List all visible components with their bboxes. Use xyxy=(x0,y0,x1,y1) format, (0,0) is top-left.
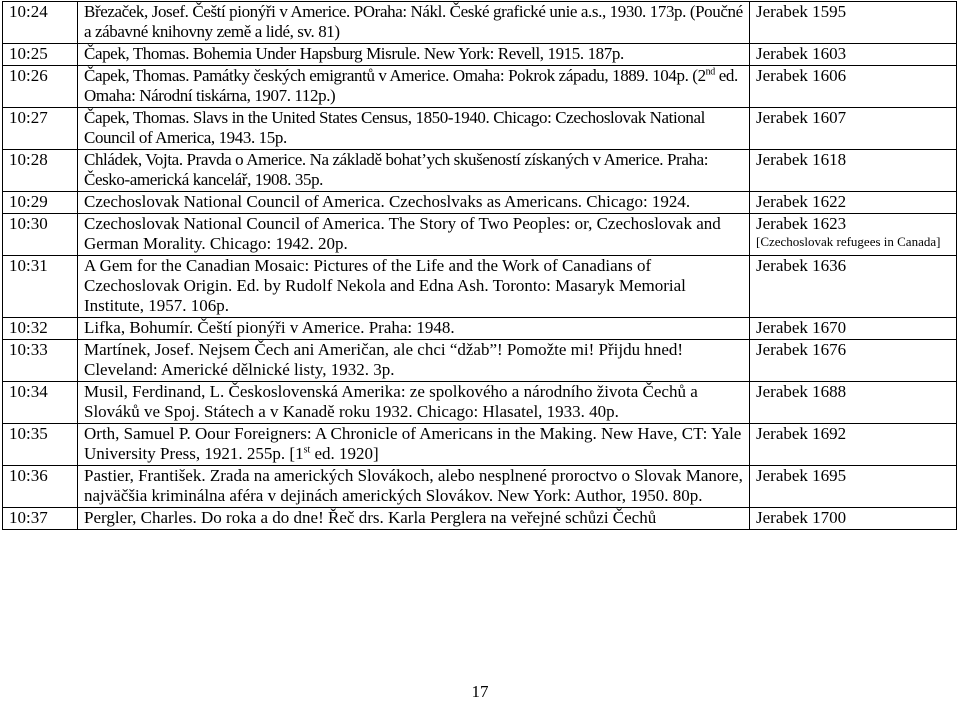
entry-call-number: Jerabek 1636 xyxy=(750,256,957,318)
entry-id: 10:37 xyxy=(3,508,78,530)
entry-id: 10:30 xyxy=(3,214,78,256)
call-number-note: [Czechoslovak refugees in Canada] xyxy=(756,234,941,249)
entry-description: Musil, Ferdinand, L. Československá Amerika: ze spolkového a národního života Čechů a Slováků ve Spoj. Státech a v Kanadě roku 1932. Chicago: Hlasatel, 1933. 40p. xyxy=(78,382,750,424)
table-row xyxy=(3,466,957,508)
entry-description: Pergler, Charles. Do roka a do dne! Řeč drs. Karla Perglera na veřejné schůzi Čechů xyxy=(78,508,750,530)
entry-call-number: Jerabek 1607 xyxy=(750,108,957,150)
entry-description: Czechoslovak National Council of America. The Story of Two Peoples: or, Czechoslovak and German Morality. Chicago: 1942. 20p. xyxy=(78,214,750,256)
entry-call-number: Jerabek 1692 xyxy=(750,424,957,466)
page-number: 17 xyxy=(471,682,489,701)
entry-description: Czechoslovak National Council of America. Czechoslvaks as Americans. Chicago: 1924. xyxy=(78,192,750,214)
entry-id: 10:35 xyxy=(3,424,78,466)
entry-id: 10:34 xyxy=(3,382,78,424)
entry-call-number: Jerabek 1618 xyxy=(750,150,957,192)
entry-call-number: Jerabek 1670 xyxy=(750,318,957,340)
table-row xyxy=(3,340,957,382)
entry-call-number xyxy=(750,214,957,256)
description-text: Orth, Samuel P. Oour Foreigners: A Chronicle of Americans in the Making. New Have, CT: Yale University Press, 1921. 255p. [1 xyxy=(84,424,742,463)
entry-description: Chládek, Vojta. Pravda o Americe. Na základě bohat’ych skušeností získaných v Americe. Praha: Česko-americká kancelář, 1908. 35p. xyxy=(78,150,750,192)
entry-id: 10:28 xyxy=(3,150,78,192)
entry-call-number: Jerabek 1595 xyxy=(750,2,957,44)
entry-call-number: Jerabek 1603 xyxy=(750,44,957,66)
table-row xyxy=(3,256,957,318)
table-row xyxy=(3,382,957,424)
table-row xyxy=(3,108,957,150)
edition-superscript: st xyxy=(303,444,311,456)
table-row xyxy=(3,2,957,44)
entry-id: 10:36 xyxy=(3,466,78,508)
table-row xyxy=(3,66,957,108)
entry-description xyxy=(78,66,750,108)
entry-id: 10:25 xyxy=(3,44,78,66)
entry-description: Pastier, František. Zrada na amerických Slovákoch, alebo nesplnené proroctvo o Slovak Manore, najväčšia kriminálna aféra v dejinách amerických Slovákov. New York: Author, 1950. 80p. xyxy=(78,466,750,508)
description-text: ed. 1920] xyxy=(310,444,379,463)
entry-id: 10:32 xyxy=(3,318,78,340)
table-row xyxy=(3,214,957,256)
entry-call-number: Jerabek 1676 xyxy=(750,340,957,382)
edition-superscript: nd xyxy=(705,66,715,78)
entry-call-number: Jerabek 1688 xyxy=(750,382,957,424)
entry-description xyxy=(78,424,750,466)
entry-call-number: Jerabek 1622 xyxy=(750,192,957,214)
entry-description: Čapek, Thomas. Slavs in the United States Census, 1850-1940. Chicago: Czechoslovak National Council of America, 1943. 15p. xyxy=(78,108,750,150)
description-text: ed. Omaha: Národní tiskárna, 1907. 112p.) xyxy=(84,66,738,105)
entry-call-number: Jerabek 1606 xyxy=(750,66,957,108)
entry-description: Martínek, Josef. Nejsem Čech ani Američan, ale chci “džab”! Pomožte mi! Přijdu hned! Cleveland: Americké dělnické listy, 1932. 3p. xyxy=(78,340,750,382)
call-number-text: Jerabek 1623 xyxy=(756,214,847,233)
entry-call-number: Jerabek 1695 xyxy=(750,466,957,508)
entry-id: 10:33 xyxy=(3,340,78,382)
table-row xyxy=(3,318,957,340)
entry-id: 10:26 xyxy=(3,66,78,108)
table-row xyxy=(3,150,957,192)
entry-description: Čapek, Thomas. Bohemia Under Hapsburg Misrule. New York: Revell, 1915. 187p. xyxy=(78,44,750,66)
table-row xyxy=(3,508,957,530)
entry-id: 10:24 xyxy=(3,2,78,44)
table-row xyxy=(3,424,957,466)
entry-description: Lifka, Bohumír. Čeští pionýři v Americe. Praha: 1948. xyxy=(78,318,750,340)
entry-description: A Gem for the Canadian Mosaic: Pictures of the Life and the Work of Canadians of Czechoslovak Origin. Ed. by Rudolf Nekola and Edna Ash. Toronto: Masaryk Memorial Institute, 1957. 106p. xyxy=(78,256,750,318)
description-text: Čapek, Thomas. Památky českých emigrantů v Americe. Omaha: Pokrok západu, 1889. 104p. (2 xyxy=(84,66,706,85)
entry-description: Březaček, Josef. Čeští pionýři v Americe. POraha: Nákl. České grafické unie a.s., 1930. 173p. (Poučné a zábavné knihovny země a lidé, sv. 81) xyxy=(78,2,750,44)
entry-call-number: Jerabek 1700 xyxy=(750,508,957,530)
entry-id: 10:27 xyxy=(3,108,78,150)
table-row xyxy=(3,44,957,66)
table-row xyxy=(3,192,957,214)
catalog-table xyxy=(2,1,957,530)
entry-id: 10:29 xyxy=(3,192,78,214)
entry-id: 10:31 xyxy=(3,256,78,318)
